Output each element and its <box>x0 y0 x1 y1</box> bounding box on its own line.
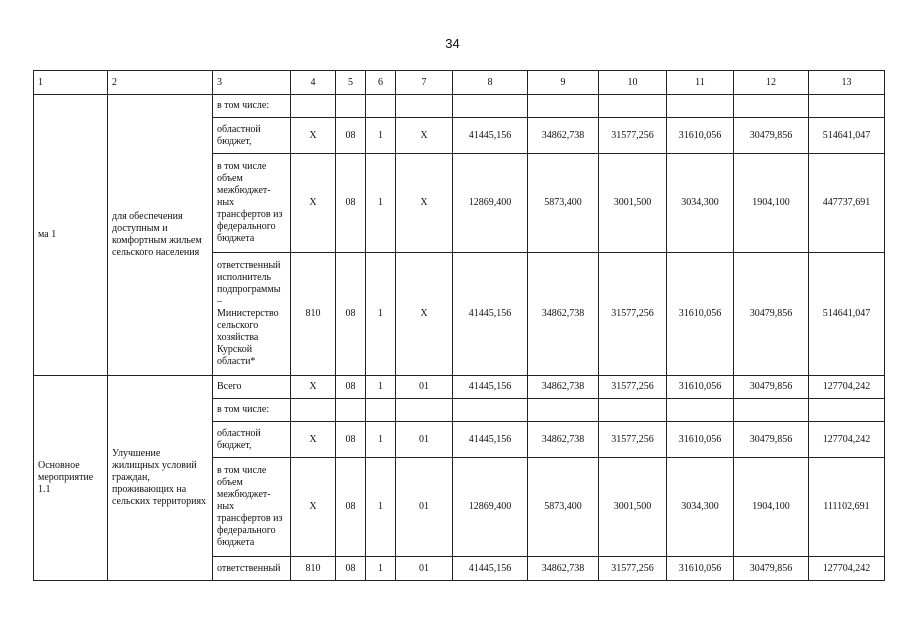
header-cell: 7 <box>396 71 453 95</box>
cell-c9: 34862,738 <box>528 422 599 458</box>
cell-c5 <box>336 95 366 118</box>
header-cell: 5 <box>336 71 366 95</box>
cell-c13: 111102,691 <box>809 458 885 557</box>
cell-c10: 31577,256 <box>599 118 667 154</box>
cell-c4: 810 <box>291 557 336 581</box>
cell-c4: X <box>291 154 336 253</box>
cell-c8 <box>453 95 528 118</box>
cell-c8: 12869,400 <box>453 458 528 557</box>
cell-c5 <box>336 399 366 422</box>
cell-c5: 08 <box>336 376 366 399</box>
cell-c11: 31610,056 <box>667 118 734 154</box>
cell-c6: 1 <box>366 557 396 581</box>
cell-c9 <box>528 95 599 118</box>
cell-c7: 01 <box>396 376 453 399</box>
cell-c12: 1904,100 <box>734 458 809 557</box>
cell-c13: 127704,242 <box>809 422 885 458</box>
cell-c5: 08 <box>336 458 366 557</box>
cell-c4: X <box>291 376 336 399</box>
cell-c7: 01 <box>396 422 453 458</box>
cell-c11: 3034,300 <box>667 458 734 557</box>
cell-c10: 3001,500 <box>599 154 667 253</box>
cell-c11: 3034,300 <box>667 154 734 253</box>
cell-c13 <box>809 95 885 118</box>
cell-c9: 5873,400 <box>528 154 599 253</box>
page-number: 34 <box>445 36 460 51</box>
header-cell: 12 <box>734 71 809 95</box>
cell-c13: 514641,047 <box>809 253 885 376</box>
cell-c5: 08 <box>336 557 366 581</box>
cell-c6 <box>366 399 396 422</box>
cell-c11: 31610,056 <box>667 422 734 458</box>
cell-c9: 5873,400 <box>528 458 599 557</box>
header-cell: 9 <box>528 71 599 95</box>
row-label: Всего <box>213 376 291 399</box>
cell-c7: 01 <box>396 557 453 581</box>
cell-c9: 34862,738 <box>528 376 599 399</box>
cell-c13: 127704,242 <box>809 557 885 581</box>
cell-c12: 30479,856 <box>734 376 809 399</box>
cell-c11: 31610,056 <box>667 557 734 581</box>
activity-name-cell: Основное мероприятие 1.1 <box>34 376 108 581</box>
cell-c10: 31577,256 <box>599 376 667 399</box>
table-row <box>34 376 885 399</box>
cell-c12 <box>734 95 809 118</box>
header-cell: 11 <box>667 71 734 95</box>
cell-c8 <box>453 399 528 422</box>
cell-c10: 31577,256 <box>599 557 667 581</box>
cell-c13: 447737,691 <box>809 154 885 253</box>
cell-c6: 1 <box>366 154 396 253</box>
table-row <box>34 95 885 118</box>
cell-c7 <box>396 95 453 118</box>
header-cell: 8 <box>453 71 528 95</box>
program-name-cell: ма 1 <box>34 95 108 376</box>
cell-c6: 1 <box>366 118 396 154</box>
cell-c13: 127704,242 <box>809 376 885 399</box>
cell-c10: 31577,256 <box>599 422 667 458</box>
row-label: в том числе объем межбюджет-ных трансфертов из федерального бюджета <box>213 154 291 253</box>
cell-c11: 31610,056 <box>667 253 734 376</box>
cell-c6 <box>366 95 396 118</box>
cell-c4 <box>291 399 336 422</box>
cell-c10: 3001,500 <box>599 458 667 557</box>
cell-c12: 30479,856 <box>734 557 809 581</box>
cell-c5: 08 <box>336 154 366 253</box>
cell-c5: 08 <box>336 253 366 376</box>
header-cell: 13 <box>809 71 885 95</box>
header-row <box>34 71 885 95</box>
row-label: ответственный <box>213 557 291 581</box>
cell-c12 <box>734 399 809 422</box>
cell-c6: 1 <box>366 253 396 376</box>
cell-c9: 34862,738 <box>528 253 599 376</box>
cell-c7: X <box>396 154 453 253</box>
cell-c10 <box>599 399 667 422</box>
cell-c9 <box>528 399 599 422</box>
cell-c9: 34862,738 <box>528 118 599 154</box>
cell-c11: 31610,056 <box>667 376 734 399</box>
row-label: ответственный исполнитель подпрограммы – Министерство сельского хозяйства Курской области* <box>213 253 291 376</box>
header-cell: 2 <box>108 71 213 95</box>
cell-c4: X <box>291 458 336 557</box>
cell-c6: 1 <box>366 376 396 399</box>
cell-c4: 810 <box>291 253 336 376</box>
header-cell: 3 <box>213 71 291 95</box>
budget-table <box>33 70 885 581</box>
cell-c7 <box>396 399 453 422</box>
row-label: областной бюджет, <box>213 118 291 154</box>
row-label: областной бюджет, <box>213 422 291 458</box>
cell-c12: 30479,856 <box>734 422 809 458</box>
cell-c12: 30479,856 <box>734 118 809 154</box>
cell-c11 <box>667 95 734 118</box>
cell-c8: 41445,156 <box>453 118 528 154</box>
cell-c4 <box>291 95 336 118</box>
cell-c12: 1904,100 <box>734 154 809 253</box>
cell-c8: 41445,156 <box>453 253 528 376</box>
cell-c4: X <box>291 118 336 154</box>
cell-c10 <box>599 95 667 118</box>
row-label: в том числе объем межбюджет-ных трансфертов из федерального бюджета <box>213 458 291 557</box>
cell-c7: X <box>396 253 453 376</box>
header-cell: 6 <box>366 71 396 95</box>
activity-description-cell: Улучшение жилищных условий граждан, проживающих на сельских территориях <box>108 376 213 581</box>
header-cell: 10 <box>599 71 667 95</box>
cell-c6: 1 <box>366 422 396 458</box>
cell-c13 <box>809 399 885 422</box>
cell-c10: 31577,256 <box>599 253 667 376</box>
row-label: в том числе: <box>213 95 291 118</box>
program-description-cell: для обеспечения доступным и комфортным жильем сельского населения <box>108 95 213 376</box>
header-cell: 1 <box>34 71 108 95</box>
cell-c5: 08 <box>336 118 366 154</box>
cell-c5: 08 <box>336 422 366 458</box>
header-cell: 4 <box>291 71 336 95</box>
cell-c7: 01 <box>396 458 453 557</box>
cell-c8: 41445,156 <box>453 422 528 458</box>
cell-c4: X <box>291 422 336 458</box>
cell-c12: 30479,856 <box>734 253 809 376</box>
cell-c11 <box>667 399 734 422</box>
cell-c6: 1 <box>366 458 396 557</box>
row-label: в том числе: <box>213 399 291 422</box>
cell-c13: 514641,047 <box>809 118 885 154</box>
cell-c8: 41445,156 <box>453 557 528 581</box>
cell-c7: X <box>396 118 453 154</box>
cell-c9: 34862,738 <box>528 557 599 581</box>
cell-c8: 41445,156 <box>453 376 528 399</box>
cell-c8: 12869,400 <box>453 154 528 253</box>
